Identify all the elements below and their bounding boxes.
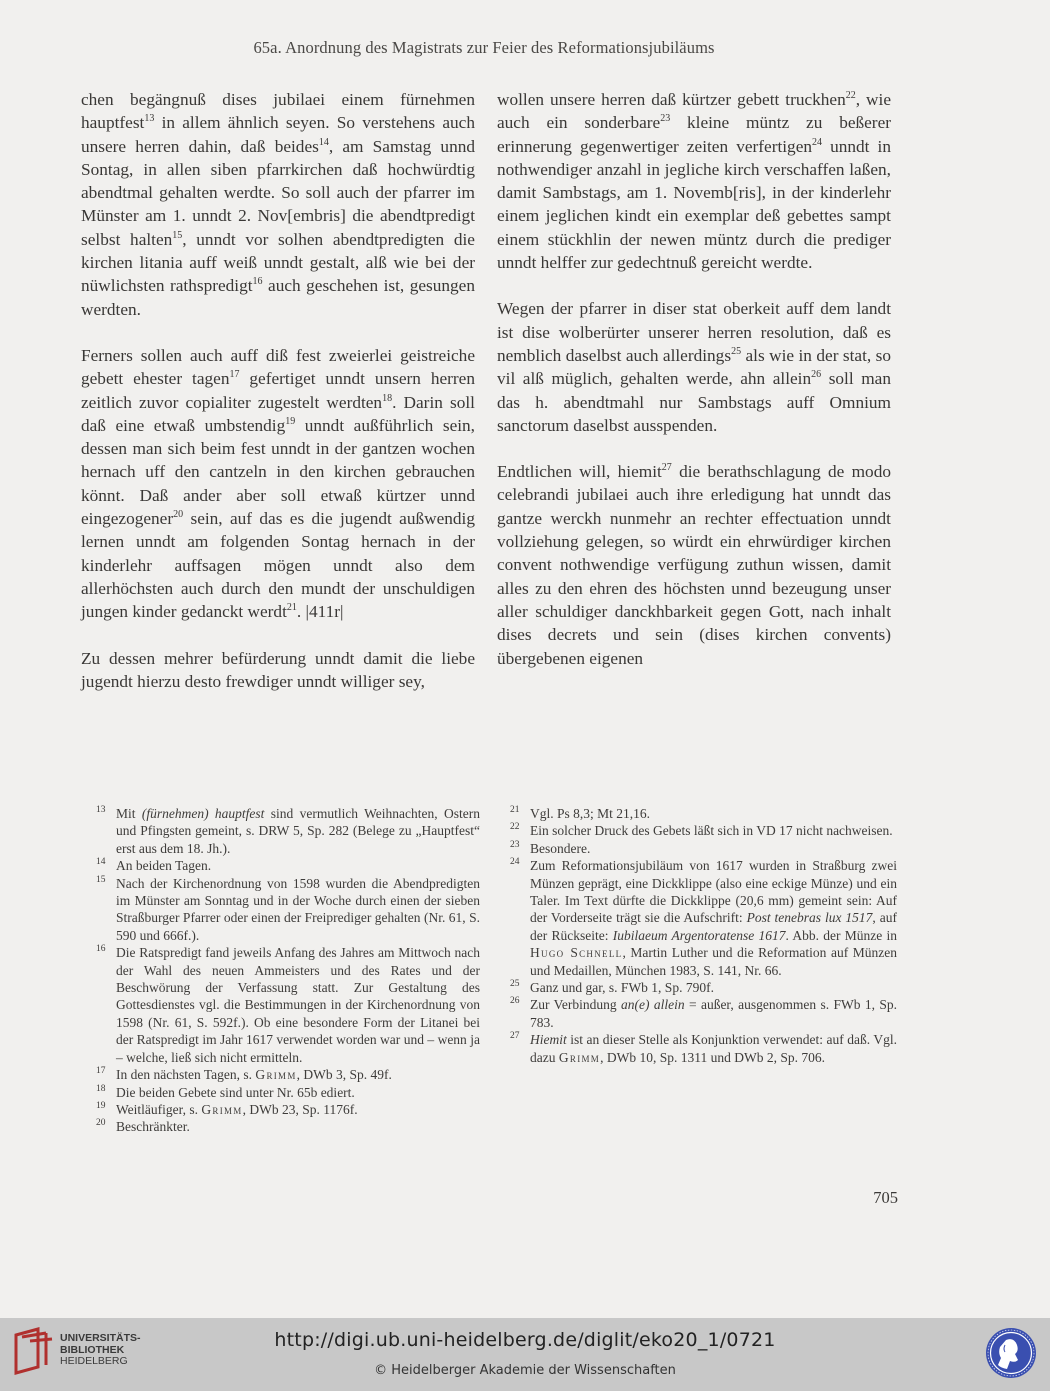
text-run: Ganz und gar, s. FWb 1, Sp. 790f. bbox=[530, 980, 714, 996]
footnote-ref: 20 bbox=[173, 509, 184, 521]
footnote-number: 19 bbox=[96, 1100, 106, 1111]
text-run: , auf der Rückseite: bbox=[530, 910, 897, 943]
footnote bbox=[510, 857, 897, 979]
text-run: . Abb. der Münze in bbox=[785, 927, 898, 943]
footnote bbox=[96, 857, 480, 874]
text-run: Zum Reformationsjubiläum von 1617 wurden in Straßburg zwei Münzen geprägt, eine Dickklippe (also eine eckige Münze) und ein Taler. Im Text dürfte die Dickklippe (20,6 mm) gemeint sein: Auf der Vorderseite trägt sie die Aufschrift: bbox=[530, 858, 897, 926]
footnotes-left bbox=[96, 805, 480, 1136]
text-run: Zu dessen mehrer befürderung unndt damit die liebe jugendt hierzu desto frewdiger unndt williger sey, bbox=[81, 648, 475, 691]
text-run: In den nächsten Tagen, s. bbox=[116, 1067, 256, 1083]
footnote-number: 24 bbox=[510, 857, 520, 868]
footnote bbox=[96, 805, 480, 857]
page-number: 705 bbox=[873, 1188, 898, 1207]
text-run: Besondere. bbox=[530, 840, 591, 856]
author-name: Hugo Schnell bbox=[530, 945, 623, 961]
footnote-number: 21 bbox=[510, 805, 520, 815]
footnote-number: 18 bbox=[96, 1083, 106, 1094]
text-run: wollen unsere herren daß kürtzer gebett truckhen bbox=[497, 90, 846, 109]
author-name: Grimm bbox=[201, 1101, 243, 1117]
text-run: , wie auch ein sonderbare bbox=[497, 90, 891, 133]
paragraph bbox=[497, 297, 891, 437]
paragraph bbox=[81, 88, 475, 321]
text-run: , unndt vor solhen abendtpredigten die kirchen litania auff weiß unndt gestalt, alß wie bei der nüwlichsten rathspredigt bbox=[81, 229, 475, 296]
text-run: Wegen der pfarrer in diser stat oberkeit auff dem landt ist dise wolberürter unserer herren resolution, daß es nemblich daselbst auch allerdings bbox=[497, 299, 891, 365]
text-run: . Darin soll daß eine etwaß umbstendig bbox=[81, 392, 475, 435]
footnote-number: 27 bbox=[510, 1031, 520, 1042]
text-run: . |411r| bbox=[296, 602, 344, 622]
author-name: Grimm bbox=[558, 1049, 601, 1065]
italic-term: Post tenebras lux 1517 bbox=[746, 910, 873, 926]
text-run: Die beiden Gebete sind unter Nr. 65b ediert. bbox=[116, 1084, 355, 1100]
footnote bbox=[510, 840, 897, 857]
footnote-ref: 23 bbox=[660, 113, 671, 125]
footnote-ref: 18 bbox=[382, 392, 393, 404]
footnote-number: 16 bbox=[96, 944, 106, 955]
logo-line: HEIDELBERG bbox=[60, 1355, 128, 1367]
footnote-ref: 21 bbox=[286, 602, 297, 614]
text-run: die berathschlagung de modo celebrandi jubilaei auch ihre erledigung hat unndt das gantze werckh nunmehr an rechter effectuation unndt vollziehung gelegen, so würdt ein ehrwürdiger kirchen convent nothwendige verfügung zuthun wissen, damit alles zu den ehren des höchsten unnd bezeugung unser aller schuldiger danckhbarkeit gegen Gott, nach inhalt dises decrets und sein (dises kirchen convents) übergebenen eigenen bbox=[497, 462, 891, 668]
academy-seal-icon bbox=[984, 1326, 1038, 1380]
text-run: Ein solcher Druck des Gebets läßt sich in VD 17 nicht nachweisen. bbox=[530, 823, 893, 839]
text-run: Zur Verbindung bbox=[530, 997, 621, 1013]
body-column-left bbox=[81, 88, 475, 716]
footnote-ref: 19 bbox=[285, 415, 296, 427]
text-run: als wie in der stat, so vil alß müglich, gehalten werde, ahn allein bbox=[497, 345, 892, 389]
text-run: Ferners sollen auch auff diß fest zweierlei geistreiche gebett ehester tagen bbox=[81, 345, 475, 389]
footnotes-right bbox=[510, 805, 897, 1066]
text-run: sind vermutlich Weihnachten, Ostern und Pfingsten gemeint, s. DRW 5, Sp. 282 (Belege zu „Hauptfest“ erst aus dem 18. Jh.). bbox=[116, 806, 480, 856]
text-run: , Martin Luther und die Reformation auf Münzen und Medaillen, München 1983, S. 141, Nr. 66. bbox=[530, 945, 897, 978]
footnote bbox=[96, 1118, 480, 1135]
footnote-number: 26 bbox=[510, 996, 520, 1007]
text-run: , am Samstag unnd Sontag, in allen siben pfarrkirchen daß hochwürdtig abendtmal gehalten werdte. So soll auch der pfarrer im Münster am 1. unndt 2. Nov[embris] die abendtpredigt selbst halten bbox=[81, 136, 475, 249]
footnote-ref: 26 bbox=[811, 369, 822, 381]
text-run: Mit bbox=[116, 806, 142, 821]
text-run: = außer, ausgenommen s. FWb 1, Sp. 783. bbox=[530, 997, 897, 1030]
text-run: , DWb 10, Sp. 1311 und DWb 2, Sp. 706. bbox=[600, 1049, 825, 1065]
italic-term: (fürnehmen) hauptfest bbox=[141, 806, 265, 821]
footnote-number: 22 bbox=[510, 822, 520, 833]
italic-term: Hiemit bbox=[530, 1032, 567, 1048]
footnote bbox=[96, 944, 480, 1066]
body-column-right bbox=[497, 88, 891, 693]
footnote-ref: 22 bbox=[845, 90, 856, 101]
running-header: 65a. Anordnung des Magistrats zur Feier des Reformationsjubiläums bbox=[253, 38, 715, 57]
footnote-ref: 14 bbox=[318, 136, 329, 148]
footnote-number: 13 bbox=[96, 805, 106, 815]
logo-line: UNIVERSITÄTS- bbox=[60, 1332, 141, 1344]
text-run: Endtlichen will, hiemit bbox=[497, 462, 662, 482]
footnote-number: 23 bbox=[510, 839, 520, 850]
author-name: Grimm bbox=[255, 1067, 297, 1083]
paragraph bbox=[81, 344, 475, 624]
text-run: kleine müntz zu beßerer erinnerung gegenwertiger zeiten verfertigen bbox=[497, 113, 891, 156]
permalink-url[interactable]: http://digi.ub.uni-heidelberg.de/diglit/eko20_1/0721 bbox=[274, 1329, 776, 1351]
text-run: auch geschehen ist, gesungen werdten. bbox=[81, 276, 475, 319]
footnote bbox=[510, 979, 897, 996]
text-run: gefertiget unndt unsern herren zeitlich zuvor copialiter zugestelt werdten bbox=[81, 369, 475, 412]
text-run: unndt in nothwendiger anzahl in jegliche kirch verschaffen laßen, damit Sambstags, am 1. Novemb[ris], in der kinderlehr einem jeglichen kindt ein exemplar deß gebettes sampt einem stückhlin der newen müntz durch die prediger unndt helffer zur gedechtnuß gereicht werdte. bbox=[497, 136, 891, 273]
footnote bbox=[510, 805, 897, 822]
text-run: Nach der Kirchenordnung von 1598 wurden die Abendpredigten im Münster am Sonntag und in der Woche durch einen der sieben Straßburger Pfarrer oder einen der Freiprediger gehalten (Nr. 61, S. 590 und 666f.). bbox=[116, 875, 480, 943]
text-run: , DWb 3, Sp. 49f. bbox=[296, 1067, 392, 1083]
footnote-ref: 25 bbox=[731, 345, 742, 357]
footnote-number: 20 bbox=[96, 1118, 106, 1129]
text-run: , DWb 23, Sp. 1176f. bbox=[242, 1101, 358, 1117]
text-run: Vgl. Ps 8,3; Mt 21,16. bbox=[530, 806, 651, 821]
text-run: in allem ähnlich seyen. So verstehens auch unsere herren dahin, daß beides bbox=[81, 113, 475, 156]
text-run: soll man das h. abendtmahl nur Sambstags auff Omnium sanctorum daselbst ausspenden. bbox=[497, 369, 891, 435]
italic-term: an(e) allein bbox=[620, 997, 685, 1013]
text-run: An beiden Tagen. bbox=[116, 858, 212, 874]
footnote bbox=[96, 875, 480, 945]
footnote-ref: 13 bbox=[144, 113, 155, 125]
italic-term: Iubilaeum Argentoratense 1617 bbox=[612, 927, 786, 943]
footnote bbox=[96, 1066, 480, 1083]
footnote bbox=[96, 1084, 480, 1101]
text-run: ist an dieser Stelle als Konjunktion verwendet: auf daß. Vgl. dazu bbox=[530, 1032, 897, 1065]
footnote bbox=[510, 996, 897, 1031]
text-run: Die Ratspredigt fand jeweils Anfang des Jahres am Mittwoch nach der Wahl des neuen Ammeisters und des Rates und der Beschwörung der Verfassung statt. Zur Gestaltung des Gottesdienstes vgl. die Bestimmungen in der Kirchenordnung von 1598 (Nr. 61, S. 592f.). Ob eine besondere Form der Litanei bei der Ratspredigt im Jahr 1617 verwendet worden war und – wenn ja – welche, ließ sich nicht ermitteln. bbox=[116, 945, 480, 1065]
text-run: unndt außführlich sein, dessen man sich beim fest unndt in der gantzen wochen hernach uff den cantzeln in den kirchen gebrauchen könnt. Daß ander aber soll etwaß kürtzer unnd eingezogener bbox=[81, 415, 475, 529]
footnote bbox=[96, 1101, 480, 1118]
text-run: sein, auf das es die jugendt außwendig lernen unndt am folgenden Sontag hernach in der kinderlehr auffsagen mögen unndt also dem allerhöchsten auch durch den mundt der unschuldigen jungen kinder gedanckt werdt bbox=[81, 509, 475, 622]
logo-line: BIBLIOTHEK bbox=[60, 1343, 125, 1356]
footnote-ref: 24 bbox=[812, 136, 823, 148]
paragraph bbox=[81, 647, 475, 694]
footnote-number: 14 bbox=[96, 857, 106, 868]
footnote-ref: 15 bbox=[172, 229, 183, 241]
text-run: Weitläufiger, s. bbox=[116, 1101, 202, 1117]
footnote-number: 17 bbox=[96, 1066, 106, 1077]
footnote-number: 25 bbox=[510, 979, 520, 990]
paragraph bbox=[497, 88, 891, 274]
footnote bbox=[510, 822, 897, 839]
paragraph bbox=[497, 460, 891, 670]
footnote-ref: 17 bbox=[229, 369, 240, 381]
footnote-number: 15 bbox=[96, 874, 106, 885]
footnote bbox=[510, 1031, 897, 1066]
footnote-ref: 27 bbox=[661, 462, 672, 474]
footnote-ref: 16 bbox=[252, 276, 263, 288]
copyright-notice: © Heidelberger Akademie der Wissenschaften bbox=[374, 1363, 676, 1378]
text-run: Beschränkter. bbox=[116, 1119, 190, 1135]
text-run: chen begängnuß dises jubilaei einem fürnehmen hauptfest bbox=[81, 90, 475, 133]
